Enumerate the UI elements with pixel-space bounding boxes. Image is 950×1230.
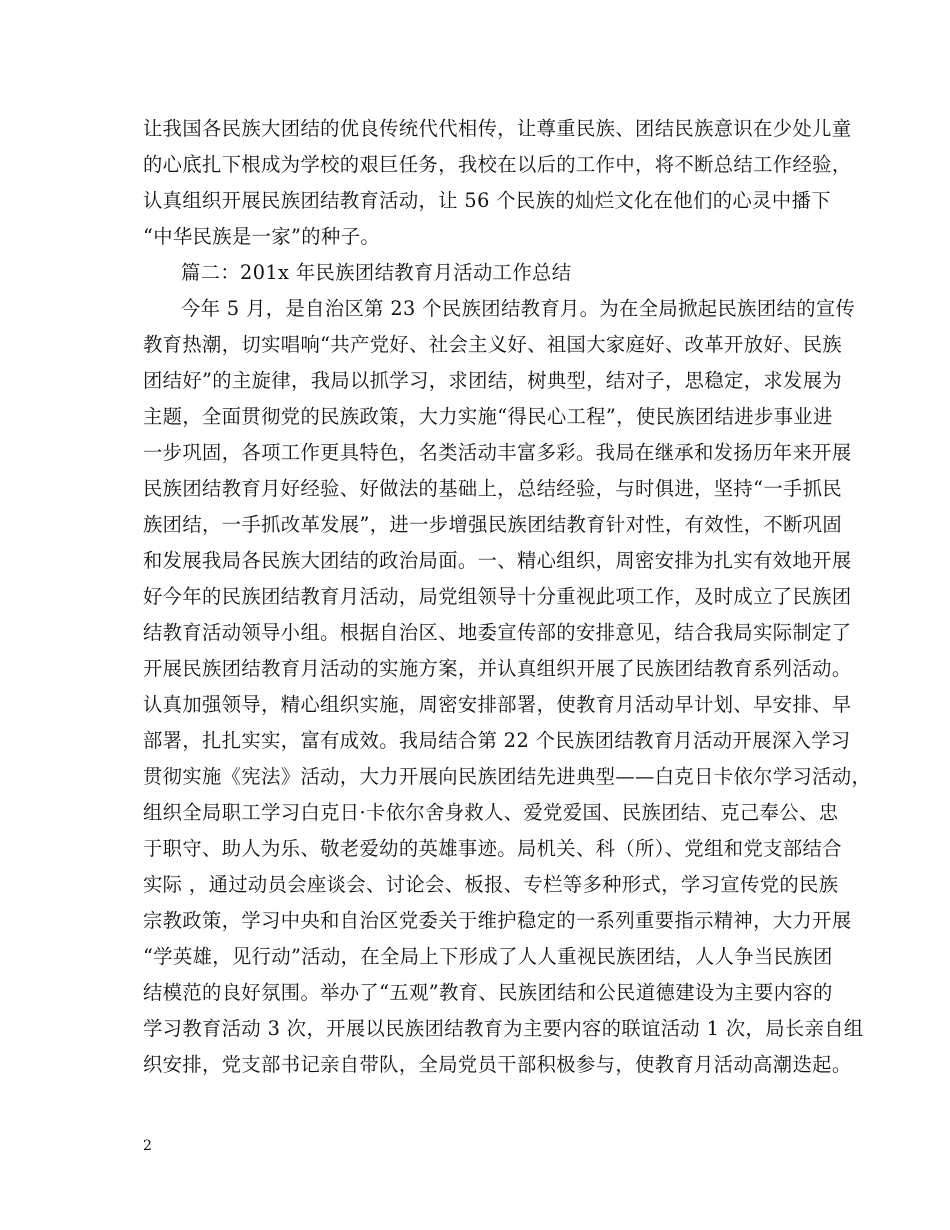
- text-line: 团结好”的主旋律，我局以抓学习，求团结，树典型，结对子，思稳定，求发展为: [143, 369, 843, 392]
- text-line: 好今年的民族团结教育月活动，局党组领导十分重视此项工作，及时成立了民族团: [143, 585, 852, 608]
- text-line: 实际 ，通过动员会座谈会、讨论会、板报、专栏等多种形式，学习宣传党的民族: [143, 873, 839, 896]
- text-line: 民族团结教育月好经验、好做法的基础上，总结经验，与时俱进，坚持“一手抓民: [143, 477, 843, 500]
- text-line: 贯彻实施《宪法》活动，大力开展向民族团结先进典型——白克日卡依尔学习活动，: [143, 765, 872, 788]
- text-line: 和发展我局各民族大团结的政治局面。一、精心组织，周密安排为扎实有效地开展: [143, 549, 852, 572]
- text-line: 认真组织开展民族团结教育活动，让 56 个民族的灿烂文化在他们的心灵中播下: [143, 189, 831, 212]
- text-line: 今年 5 月，是自治区第 23 个民族团结教育月。为在全局掀起民族团结的宣传: [181, 297, 856, 320]
- text-line: 族团结，一手抓改革发展”，进一步增强民族团结教育针对性，有效性，不断巩固: [143, 513, 843, 536]
- text-line: 认真加强领导，精心组织实施，周密安排部署，使教育月活动早计划、早安排、早: [143, 693, 852, 716]
- text-line: “中华民族是一家”的种子。: [143, 225, 381, 248]
- text-line: 宗教政策，学习中央和自治区党委关于维护稳定的一系列重要指示精神，大力开展: [143, 909, 852, 932]
- text-line: “学英雄，见行动”活动，在全局上下形成了人人重视民族团结，人人争当民族团: [143, 945, 833, 968]
- text-line: 于职守、助人为乐、敬老爱幼的英雄事迹。局机关、科（所）、党组和党支部结合: [143, 837, 842, 860]
- text-line: 教育热潮，切实唱响“共产党好、社会主义好、祖国大家庭好、改革开放好、民族: [143, 333, 843, 356]
- text-line: 学习教育活动 3 次，开展以民族团结教育为主要内容的联谊活动 1 次，局长亲自组: [143, 1017, 864, 1040]
- text-line: 的心底扎下根成为学校的艰巨任务，我校在以后的工作中，将不断总结工作经验，: [143, 153, 852, 176]
- text-line: 部署，扎扎实实，富有成效。我局结合第 22 个民族团结教育月活动开展深入学习: [143, 729, 851, 752]
- text-line: 组织全局职工学习白克日·卡依尔舍身救人、爱党爱国、民族团结、克己奉公、忠: [143, 801, 839, 824]
- page-number: 2: [143, 1138, 152, 1154]
- text-line: 织安排，党支部书记亲自带队，全局党员干部积极参与，使教育月活动高潮迭起。: [143, 1053, 852, 1076]
- text-line: 主题，全面贯彻党的民族政策，大力实施“得民心工程”，使民族团结进步事业进: [143, 405, 833, 428]
- text-line: 结教育活动领导小组。根据自治区、地委宣传部的安排意见，结合我局实际制定了: [143, 621, 852, 644]
- text-line: 一步巩固，各项工作更具特色，名类活动丰富多彩。我局在继承和发扬历年来开展: [143, 441, 852, 464]
- text-line: 开展民族团结教育月活动的实施方案，并认真组织开展了民族团结教育系列活动。: [143, 657, 852, 680]
- text-line: 让我国各民族大团结的优良传统代代相传，让尊重民族、团结民族意识在少处儿童: [143, 117, 852, 140]
- text-line: 结模范的良好氛围。举办了“五观”教育、民族团结和公民道德建设为主要内容的: [143, 981, 833, 1004]
- section-heading: 篇二：201x 年民族团结教育月活动工作总结: [181, 261, 572, 284]
